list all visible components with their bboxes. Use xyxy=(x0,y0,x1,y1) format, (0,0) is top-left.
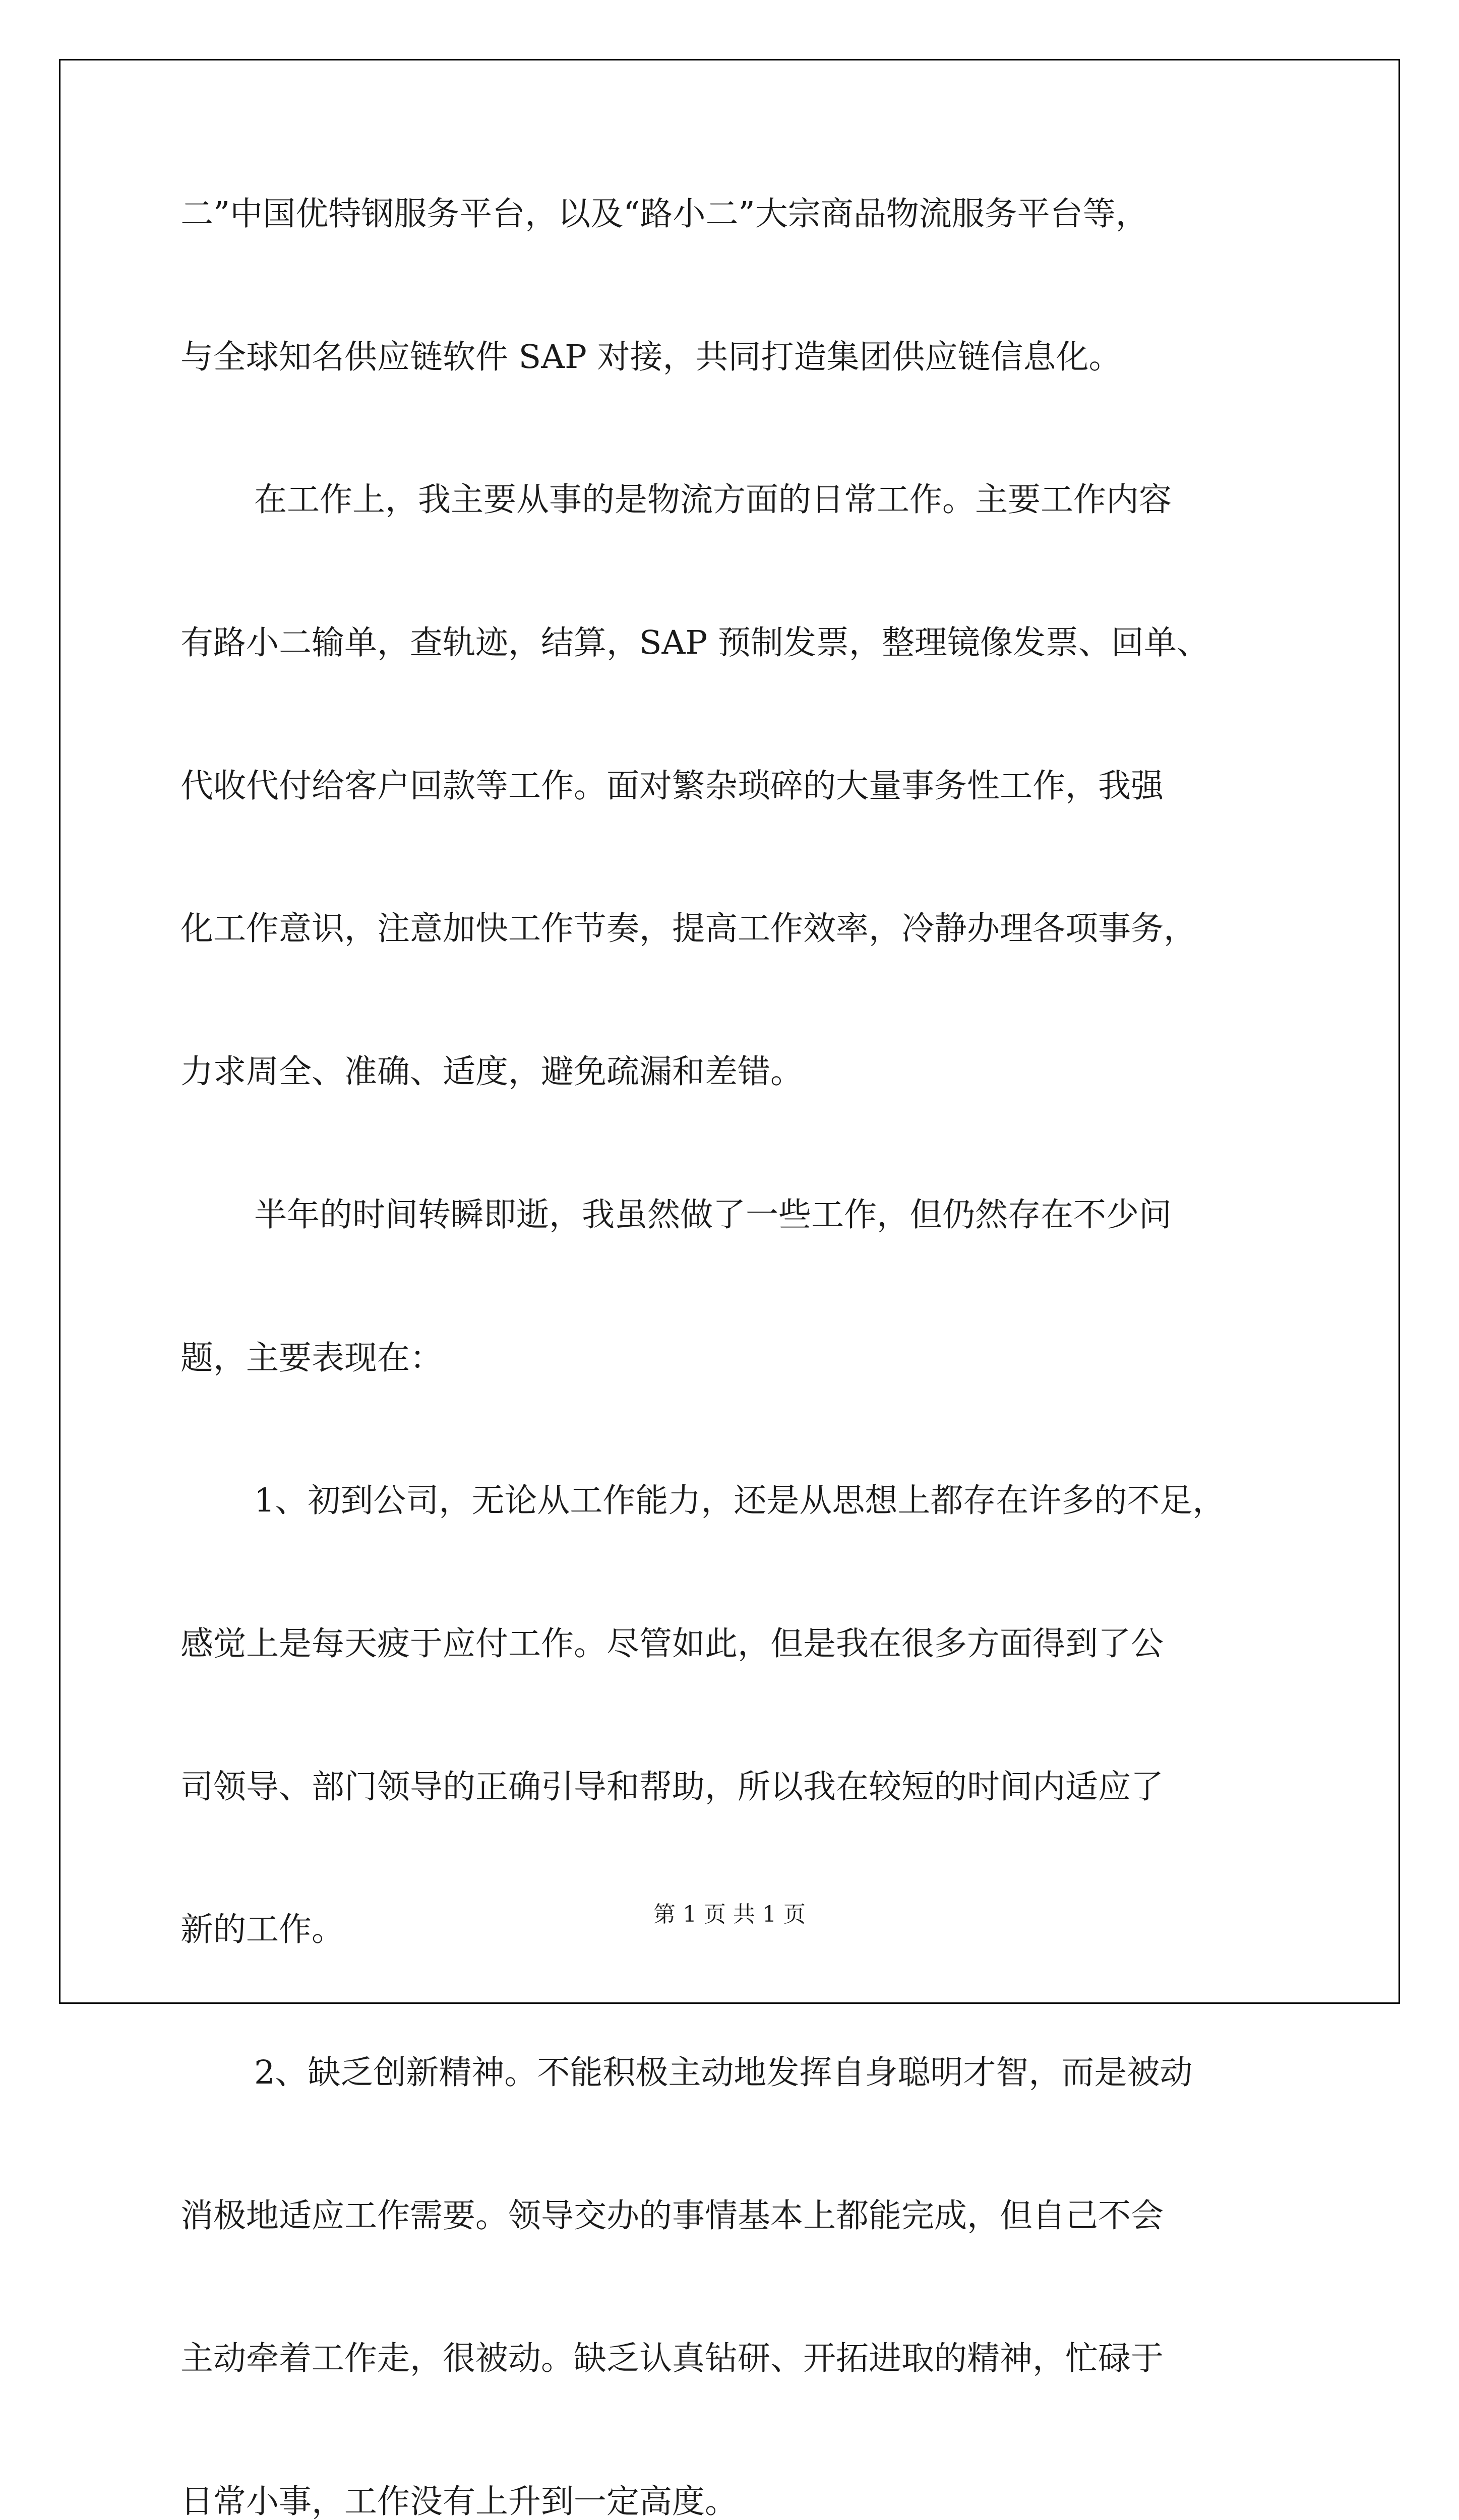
text-line: 在工作上，我主要从事的是物流方面的日常工作。主要工作内容 xyxy=(254,481,1172,519)
text-line: 感觉上是每天疲于应付工作。尽管如此，但是我在很多方面得到了公 xyxy=(180,1624,1164,1663)
text-line: 日常小事，工作没有上升到一定高度。 xyxy=(180,2483,738,2520)
text-line: 与全球知名供应链软件 SAP 对接，共同打造集团供应链信息化。 xyxy=(180,338,1122,376)
text-line: 力求周全、准确、适度，避免疏漏和差错。 xyxy=(180,1053,804,1091)
page-number-footer: 第 1 页 共 1 页 xyxy=(653,1902,806,1927)
document-body xyxy=(180,181,1302,2520)
text-line: 2、缺乏创新精神。不能积极主动地发挥自身聪明才智，而是被动 xyxy=(254,2053,1193,2092)
text-line: 代收代付给客户回款等工作。面对繁杂琐碎的大量事务性工作，我强 xyxy=(180,767,1164,805)
text-line: 司领导、部门领导的正确引导和帮助，所以我在较短的时间内适应了 xyxy=(180,1768,1164,1806)
text-line: 主动牵着工作走，很被动。缺乏认真钻研、开拓进取的精神，忙碌于 xyxy=(180,2340,1164,2378)
text-line: 有路小二输单，查轨迹，结算，SAP 预制发票，整理镜像发票、回单、 xyxy=(180,624,1209,662)
text-line: 二”中国优特钢服务平台，以及“路小二”大宗商品物流服务平台等， xyxy=(180,195,1148,233)
text-line: 半年的时间转瞬即逝，我虽然做了一些工作，但仍然存在不少问 xyxy=(254,1195,1172,1234)
text-line: 1、初到公司，无论从工作能力，还是从思想上都存在许多的不足， xyxy=(254,1482,1226,1520)
text-line: 题，主要表现在： xyxy=(180,1339,443,1377)
text-line: 化工作意识，注意加快工作节奏，提高工作效率，冷静办理各项事务， xyxy=(180,910,1197,948)
text-line: 新的工作。 xyxy=(180,1911,345,1949)
text-line: 消极地适应工作需要。领导交办的事情基本上都能完成，但自己不会 xyxy=(180,2196,1164,2235)
